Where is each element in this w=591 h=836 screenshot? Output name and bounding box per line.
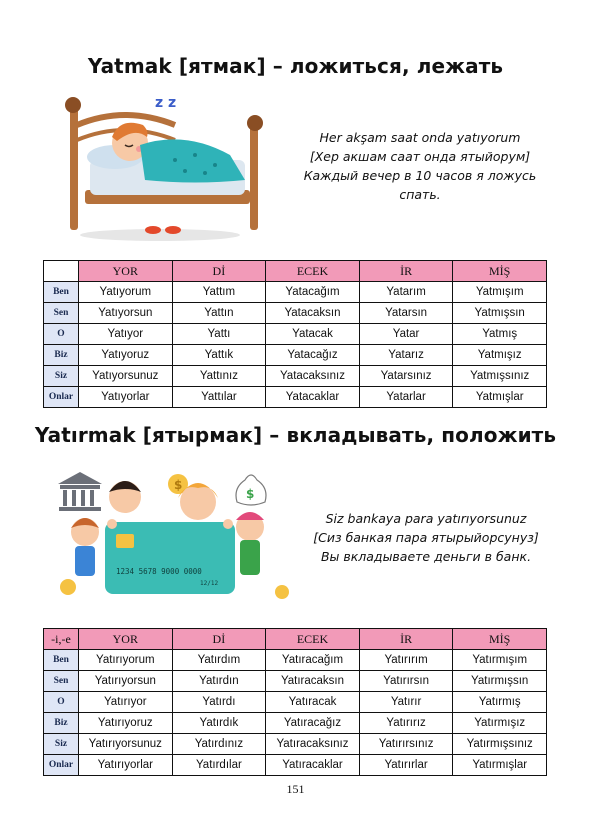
verb-form-cell: Yatırırsın [359, 671, 453, 692]
verb-form-cell: Yatırmışım [453, 650, 547, 671]
verb-form-cell: Yatacak [266, 324, 360, 345]
verb-form-cell: Yatırmış [453, 692, 547, 713]
verb-form-cell: Yatırdın [172, 671, 266, 692]
verb-form-cell: Yatıyoruz [79, 345, 173, 366]
pronoun-cell: Sen [44, 671, 79, 692]
verb-form-cell: Yatmışsın [453, 303, 547, 324]
verb-form-cell: Yattım [172, 282, 266, 303]
verb-form-cell: Yatırıyorlar [79, 755, 173, 776]
verb-form-cell: Yatacaksınız [266, 366, 360, 387]
pronoun-cell: Siz [44, 734, 79, 755]
example-translation-line2: спать. [399, 187, 441, 202]
verb-form-cell: Yatarsınız [359, 366, 453, 387]
header-mis: MİŞ [453, 261, 547, 282]
verb-form-cell: Yatacağız [266, 345, 360, 366]
example-turkish: Siz bankaya para yatırıyorsunuz [325, 511, 527, 526]
section2-title: Yatırmak [ятырмак] – вкладывать, положить [34, 423, 557, 447]
verb-form-cell: Yattık [172, 345, 266, 366]
pronoun-cell: Onlar [44, 755, 79, 776]
svg-text:$: $ [174, 478, 183, 492]
bank-building-icon [58, 472, 102, 511]
verb-form-cell: Yatırmışsın [453, 671, 547, 692]
sleeping-boy-illustration [55, 85, 280, 245]
table-row [44, 755, 547, 776]
money-bag-icon [236, 475, 266, 505]
verb-form-cell: Yatmışsınız [453, 366, 547, 387]
pronoun-cell: Siz [44, 366, 79, 387]
table-row [44, 671, 547, 692]
verb-form-cell: Yatırmışlar [453, 755, 547, 776]
verb-form-cell: Yatarız [359, 345, 453, 366]
table-row [44, 692, 547, 713]
table-row [44, 345, 547, 366]
verb-form-cell: Yatırdılar [172, 755, 266, 776]
verb-form-cell: Yattın [172, 303, 266, 324]
verb-form-cell: Yatmışız [453, 345, 547, 366]
verb-form-cell: Yatırdı [172, 692, 266, 713]
verb-form-cell: Yatırıyorum [79, 650, 173, 671]
section2-example [296, 509, 556, 566]
verb-form-cell: Yatarsın [359, 303, 453, 324]
table-row [44, 324, 547, 345]
verb-form-cell: Yatmış [453, 324, 547, 345]
table-row [44, 303, 547, 324]
kids-bank-card-illustration [50, 462, 290, 607]
verb-form-cell: Yatırdım [172, 650, 266, 671]
verb-form-cell: Yatırır [359, 692, 453, 713]
table-header-row [44, 629, 547, 650]
verb-form-cell: Yatmışım [453, 282, 547, 303]
table-row [44, 650, 547, 671]
verb-form-cell: Yatırırsınız [359, 734, 453, 755]
verb-form-cell: Yatırdık [172, 713, 266, 734]
verb-form-cell: Yattınız [172, 366, 266, 387]
verb-form-cell: Yatırıyorsun [79, 671, 173, 692]
table-row [44, 282, 547, 303]
example-translation-line1: Каждый вечер в 10 часов я ложусь [303, 168, 537, 183]
verb-form-cell: Yatıracağız [266, 713, 360, 734]
pronoun-cell: Biz [44, 713, 79, 734]
pronoun-cell: Ben [44, 650, 79, 671]
header-di: Dİ [172, 261, 266, 282]
verb-form-cell: Yatıyorlar [79, 387, 173, 408]
verb-form-cell: Yatarım [359, 282, 453, 303]
page-number: 151 [286, 782, 305, 796]
pronoun-cell: O [44, 692, 79, 713]
verb-form-cell: Yatıyorum [79, 282, 173, 303]
verb-form-cell: Yatıracağım [266, 650, 360, 671]
pronoun-cell: Sen [44, 303, 79, 324]
header-di: Dİ [172, 629, 266, 650]
example-translation: Вы вкладываете деньги в банк. [320, 549, 532, 564]
verb-form-cell: Yatırmışız [453, 713, 547, 734]
card-chip-icon [116, 534, 134, 548]
corner-cell [44, 261, 79, 282]
verb-form-cell: Yatacaklar [266, 387, 360, 408]
verb-form-cell: Yatıracaklar [266, 755, 360, 776]
header-ir: İR [359, 629, 453, 650]
pronoun-cell: Onlar [44, 387, 79, 408]
header-yor: YOR [79, 629, 173, 650]
verb-form-cell: Yattılar [172, 387, 266, 408]
verb-form-cell: Yatırırım [359, 650, 453, 671]
example-transcription: [Сиз банкая пара ятырыйорсунуз] [313, 530, 539, 545]
section1-title: Yatmak [ятмак] – ложиться, лежать [87, 54, 504, 78]
card-number: 1234 5678 9000 0000 [116, 567, 202, 576]
kid-head [180, 484, 216, 520]
verb-form-cell: Yatırmışsınız [453, 734, 547, 755]
verb-form-cell: Yatacağım [266, 282, 360, 303]
header-mis: MİŞ [453, 629, 547, 650]
blanket [140, 139, 245, 182]
verb-form-cell: Yatıyorsun [79, 303, 173, 324]
case-suffix-cell: -i,-e [44, 629, 79, 650]
verb-form-cell: Yatacaksın [266, 303, 360, 324]
pronoun-cell: Ben [44, 282, 79, 303]
table-row [44, 387, 547, 408]
verb-form-cell: Yatıyorsunuz [79, 366, 173, 387]
table-header-row [44, 261, 547, 282]
bed-post-right [250, 125, 258, 230]
verb-form-cell: Yatıracak [266, 692, 360, 713]
verb-form-cell: Yatırırlar [359, 755, 453, 776]
verb-form-cell: Yatırdınız [172, 734, 266, 755]
verb-form-cell: Yatarlar [359, 387, 453, 408]
pronoun-cell: O [44, 324, 79, 345]
bank-card [105, 522, 235, 594]
verb-form-cell: Yatıyor [79, 324, 173, 345]
table-row [44, 713, 547, 734]
sleep-z-icon: z z [155, 95, 177, 111]
verb-form-cell: Yatırıyor [79, 692, 173, 713]
table-row [44, 366, 547, 387]
verb-form-cell: Yatıracaksınız [266, 734, 360, 755]
header-ir: İR [359, 261, 453, 282]
header-ecek: ECEK [266, 629, 360, 650]
card-expiry: 12/12 [200, 580, 219, 587]
verb-form-cell: Yatırıyorsunuz [79, 734, 173, 755]
conjugation-table-yatirmak [43, 628, 547, 776]
verb-form-cell: Yatmışlar [453, 387, 547, 408]
table-row [44, 734, 547, 755]
verb-form-cell: Yattı [172, 324, 266, 345]
header-ecek: ECEK [266, 261, 360, 282]
verb-form-cell: Yatırırız [359, 713, 453, 734]
svg-text:$: $ [246, 487, 255, 501]
verb-form-cell: Yatıracaksın [266, 671, 360, 692]
verb-form-cell: Yatar [359, 324, 453, 345]
section1-example [290, 128, 550, 204]
pronoun-cell: Biz [44, 345, 79, 366]
example-turkish: Her akşam saat onda yatıyorum [319, 130, 521, 145]
example-transcription: [Хер акшам саат онда ятыйорум] [309, 149, 531, 164]
header-yor: YOR [79, 261, 173, 282]
verb-form-cell: Yatırıyoruz [79, 713, 173, 734]
conjugation-table-yatmak [43, 260, 547, 408]
